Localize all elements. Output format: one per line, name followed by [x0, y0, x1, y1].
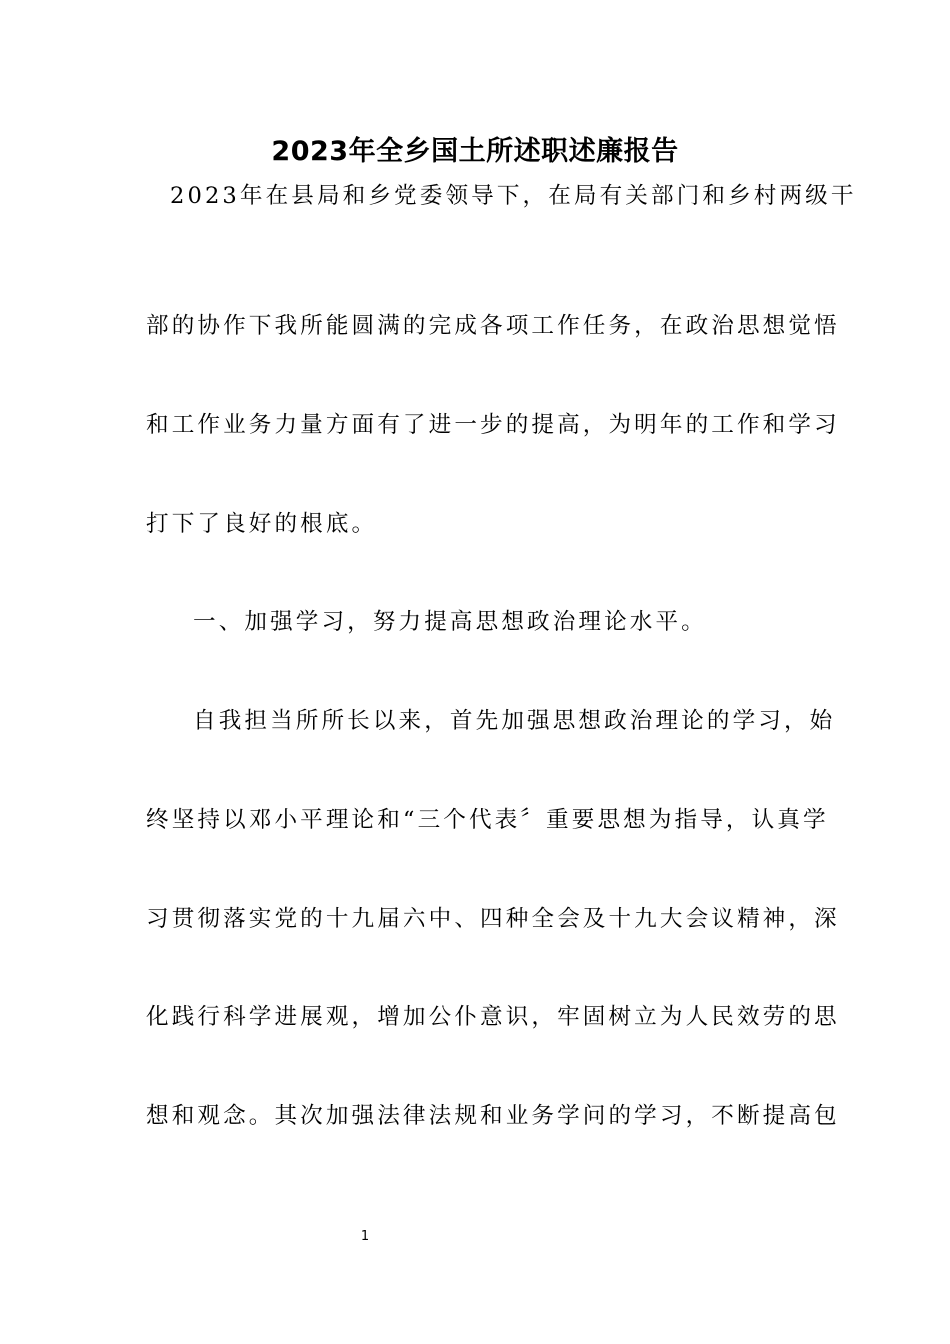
page-number: 1 — [360, 1229, 370, 1244]
paragraph-3-line-2: 终坚持以邓小平理论和“三个代表〞重要思想为指导，认真学 — [146, 807, 829, 833]
paragraph-3-line-5: 想和观念。其次加强法律法规和业务学问的学习，不断提高包 — [146, 1103, 840, 1129]
paragraph-1-line-1: 2023年在县局和乡党委领导下，在局有关部门和乡村两级干 — [170, 183, 857, 209]
paragraph-3-line-3: 习贯彻落实党的十九届六中、四种全会及十九大会议精神，深 — [146, 906, 840, 932]
paragraph-1-line-2: 部的协作下我所能圆满的完成各项工作任务，在政治思想觉悟 — [146, 313, 840, 339]
section-heading-1: 一、加强学习，努力提高思想政治理论水平。 — [193, 609, 707, 635]
paragraph-3-line-4: 化践行科学进展观，增加公仆意识，牢固树立为人民效劳的思 — [146, 1004, 840, 1030]
paragraph-3-line-1: 自我担当所所长以来，首先加强思想政治理论的学习，始 — [193, 708, 836, 734]
document-title: 2023年全乡国土所述职述廉报告 — [271, 136, 679, 167]
paragraph-1-line-3: 和工作业务力量方面有了进一步的提高，为明年的工作和学习 — [146, 412, 840, 438]
paragraph-1-line-4: 打下了良好的根底。 — [146, 511, 378, 537]
